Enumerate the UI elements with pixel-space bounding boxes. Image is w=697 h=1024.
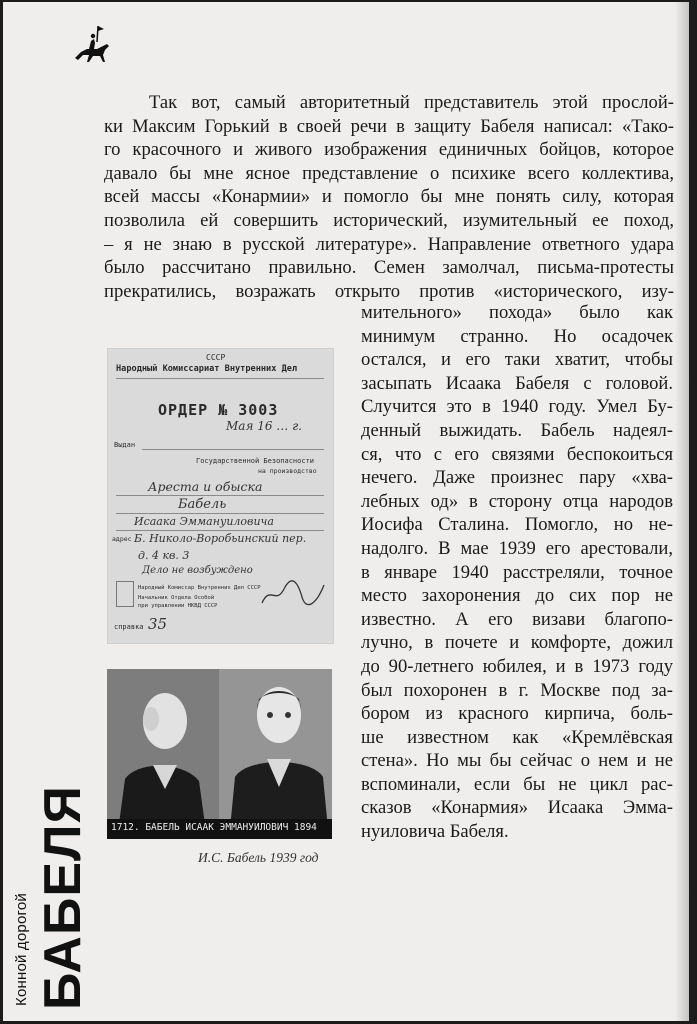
text-line: известно. А его визави благопо- (361, 608, 673, 630)
text-line: сказов «Конармия» Исаака Эмма- (361, 797, 673, 819)
text-line: бором из красного кирпича, боль- (361, 703, 673, 725)
text-line: позволила ей совершить исторический, изумительный ее поход, (104, 209, 674, 231)
text-line: лучно, в почете и комфорте, дожил (361, 632, 673, 654)
text-line: ки Максим Горький в своей речи в защиту Бабеля написал: «Тако- (104, 115, 674, 137)
photo-id-strip: 1712. БАБЕЛЬ ИСААК ЭММАНУИЛОВИЧ 1894 (111, 822, 317, 833)
text-line: мительного» похода» было как (361, 302, 673, 323)
order-title: ОРДЕР № 3003 (158, 401, 279, 419)
text-line: прекратились, возражать открыто против «исторического, изу- (104, 280, 674, 302)
text-line: денный выжидать. Бабель надеял- (361, 419, 673, 441)
text-line: место захоронения до сих пор не (361, 585, 673, 607)
order-line-name: Исаака Эммануиловича (134, 515, 274, 528)
order-reference-value: 35 (148, 615, 168, 633)
order-line-arrest: Ареста и обыска (148, 479, 263, 494)
spine-title-small: Конной дорогой (13, 893, 30, 1006)
column-paragraph (361, 301, 673, 844)
order-production-label: на производство (258, 467, 317, 475)
text-line: было рассчитано правильно. Семен замолчал, письма-протесты (104, 257, 674, 279)
order-footer-department: при управлении НКВД СССР (138, 603, 218, 609)
text-line: ся, что с его связями беспокоиться (361, 443, 673, 465)
text-line: давало бы мне ясное представление о психике всего коллектива, (104, 162, 674, 184)
text-line: Случится это в 1940 году. Умел Бу- (361, 396, 673, 418)
order-department: Государственной Безопасности (196, 457, 315, 465)
text-line: вспоминали, если бы не цикл рас- (361, 773, 673, 795)
mugshot-photo (107, 669, 332, 839)
signature-icon (258, 575, 328, 611)
arrest-order-image (107, 348, 334, 644)
text-line: Так вот, самый авторитетный представитель этой прослой- (149, 92, 674, 113)
order-issued-label: Выдан (114, 441, 136, 449)
text-line: засыпать Исаака Бабеля с головой. (361, 372, 673, 394)
text-line: был похоронен в г. Москве под за- (361, 679, 673, 701)
spine-title-big: БАБЕЛЯ (34, 785, 92, 1010)
text-line: лебных од» в сторону отца народов (361, 490, 673, 512)
horseman-logo-icon (67, 22, 115, 70)
order-address-label: адрес (112, 535, 132, 543)
text-line: стена». Но мы бы сейчас о нем и не (361, 750, 673, 772)
order-date: Мая 16 … г. (226, 419, 302, 433)
order-line-address: Б. Николо-Воробьинский пер. (134, 532, 307, 545)
photo-caption: И.С. Бабель 1939 год (198, 850, 319, 865)
book-page (3, 2, 689, 1021)
order-footer-head: Начальник Отдела Особой (138, 595, 215, 601)
text-line: в январе 1940 расстреляли, точное (361, 561, 673, 583)
order-line-note: Дело не возбуждено (142, 565, 253, 576)
order-line-apartment: д. 4 кв. 3 (138, 549, 190, 562)
order-line-surname: Бабель (178, 497, 227, 512)
text-line: Иосифа Сталина. Помогло, но не- (361, 514, 673, 536)
order-agency: Народный Комиссариат Внутренних Дел (116, 364, 298, 374)
top-paragraph (104, 91, 674, 303)
order-country: СССР (206, 353, 226, 362)
order-reference-label: справка (114, 623, 144, 631)
text-line: ше известном как «Кремлёвская (361, 726, 673, 748)
text-line: нечего. Даже произнес пару «хва- (361, 467, 673, 489)
mugshot-icon (107, 669, 332, 839)
text-line: всей массы «Конармии» и помогло бы мне понять силу, которая (104, 186, 674, 208)
text-line: остался, и его таки хватит, чтобы (361, 349, 673, 371)
text-line: го красочного и живого изображения единичных бойцов, которое (104, 139, 674, 161)
order-footer-commissar: Народный Комиссар Внутренних Дел СССР (138, 585, 261, 591)
text-line: – я не знаю в русской литературе». Направление ответного удара (104, 233, 674, 255)
text-line: минимум странно. Но осадочек (361, 325, 673, 347)
text-line: нуиловича Бабеля. (361, 821, 509, 843)
text-line: до 90-летнего юбилея, и в 1973 году (361, 655, 673, 677)
text-line: надолго. В мае 1939 его арестовали, (361, 537, 673, 559)
